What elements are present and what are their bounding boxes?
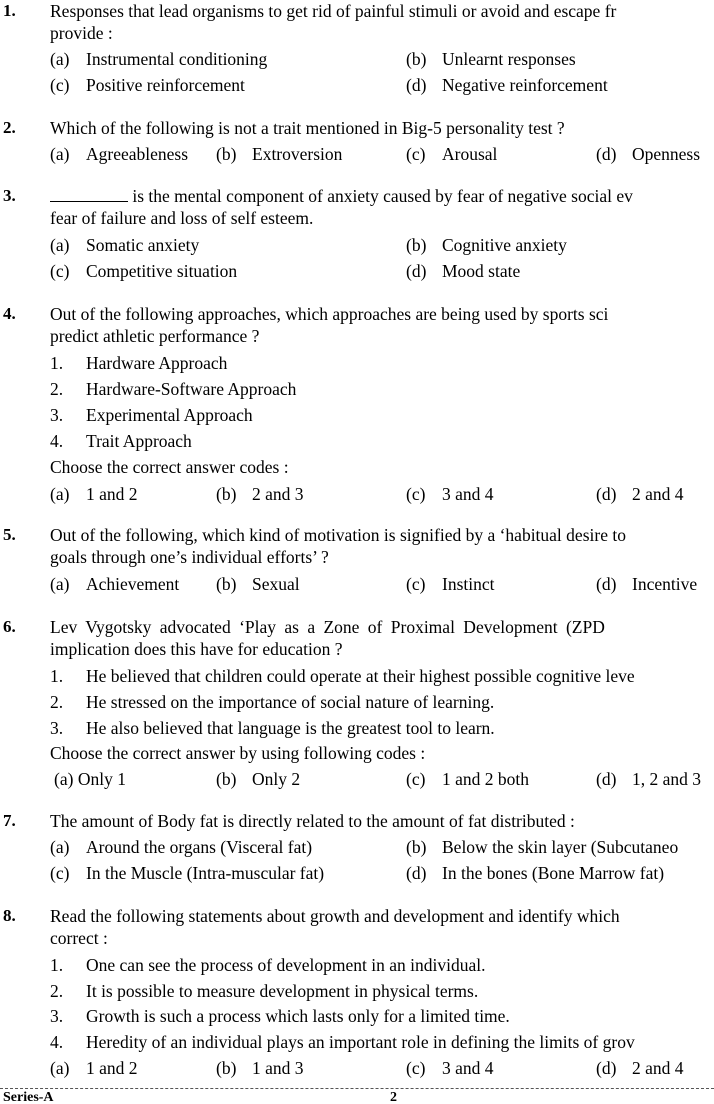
question-text-line: Lev Vygotsky advocated ‘Play as a Zone of Proximal Development (ZPD (50, 617, 605, 637)
option-c: (c) 3 and 4 (406, 1058, 494, 1078)
question-number: 6. (3, 617, 16, 636)
option-a: (a) Around the organs (Visceral fat) (50, 837, 313, 857)
question-text-line: predict athletic performance ? (50, 326, 260, 346)
option-b: (b) Sexual (216, 574, 300, 594)
option-c: (c) 1 and 2 both (406, 769, 530, 789)
statement-3: 3. He also believed that language is the greatest tool to learn. (50, 718, 495, 738)
option-b: (b) Cognitive anxiety (406, 235, 567, 255)
statement-3: 3. Experimental Approach (50, 405, 253, 425)
option-d: (d) Incentive (596, 574, 698, 594)
series-label: Series-A (3, 1090, 54, 1104)
statement-1: 1. He believed that children could operate at their highest possible cognitive leve (50, 666, 635, 686)
question-number: 7. (3, 811, 16, 830)
question-text-line: implication does this have for education ? (50, 639, 343, 659)
option-c: (c) In the Muscle (Intra-muscular fat) (50, 863, 325, 883)
option-c: (c) Instinct (406, 574, 495, 594)
option-c: (c) 3 and 4 (406, 484, 494, 504)
option-a: (a) Achievement (50, 574, 180, 594)
option-a: (a) Instrumental conditioning (50, 49, 268, 69)
option-d: (d) 2 and 4 (596, 484, 684, 504)
question-number: 2. (3, 118, 16, 137)
statement-4: 4. Heredity of an individual plays an important role in defining the limits of grov (50, 1032, 635, 1052)
question-number: 1. (3, 1, 16, 20)
question-text-line: fear of failure and loss of self esteem. (50, 208, 314, 228)
option-a: (a) Only 1 (54, 769, 126, 789)
statement-1: 1. One can see the process of development in an individual. (50, 955, 486, 975)
option-d: (d) Negative reinforcement (406, 75, 608, 95)
question-text-line: Out of the following approaches, which approaches are being used by sports sci (50, 304, 609, 324)
option-b: (b) Below the skin layer (Subcutaneo (406, 837, 679, 857)
question-text-line: provide : (50, 23, 113, 43)
question-text-line: Responses that lead organisms to get rid of painful stimuli or avoid and escape fr (50, 1, 617, 21)
question-text-line: is the mental component of anxiety caused by fear of negative social ev (50, 185, 633, 207)
option-a: (a) Agreeableness (50, 144, 189, 164)
option-c: (c) Positive reinforcement (50, 75, 245, 95)
question-number: 8. (3, 906, 16, 925)
statement-2: 2. It is possible to measure development in physical terms. (50, 981, 479, 1001)
option-d: (d) 2 and 4 (596, 1058, 684, 1078)
footer-divider (0, 1088, 714, 1089)
option-d: (d) Mood state (406, 261, 521, 281)
instruction-text: Choose the correct answer codes : (50, 457, 289, 477)
statement-2: 2. Hardware-Software Approach (50, 379, 297, 399)
statement-3: 3. Growth is such a process which lasts only for a limited time. (50, 1006, 510, 1026)
option-a: (a) 1 and 2 (50, 484, 138, 504)
statement-4: 4. Trait Approach (50, 431, 192, 451)
question-number: 3. (3, 186, 16, 205)
statement-1: 1. Hardware Approach (50, 353, 228, 373)
instruction-text: Choose the correct answer by using following codes : (50, 743, 426, 763)
option-c: (c) Competitive situation (50, 261, 238, 281)
option-b: (b) 1 and 3 (216, 1058, 304, 1078)
question-number: 4. (3, 304, 16, 323)
question-text-line: goals through one’s individual efforts’ ? (50, 547, 329, 567)
option-c: (c) Arousal (406, 144, 498, 164)
option-b: (b) 2 and 3 (216, 484, 304, 504)
option-b: (b) Only 2 (216, 769, 301, 789)
question-text-line: Which of the following is not a trait mentioned in Big-5 personality test ? (50, 118, 565, 138)
question-number: 5. (3, 525, 16, 544)
option-d: (d) Openness (596, 144, 701, 164)
statement-2: 2. He stressed on the importance of social nature of learning. (50, 692, 495, 712)
question-text-line: correct : (50, 928, 108, 948)
option-d: (d) In the bones (Bone Marrow fat) (406, 863, 665, 883)
option-d: (d) 1, 2 and 3 (596, 769, 702, 789)
option-a: (a) Somatic anxiety (50, 235, 200, 255)
page-number: 2 (390, 1090, 397, 1104)
question-text-line: The amount of Body fat is directly related to the amount of fat distributed : (50, 811, 575, 831)
option-b: (b) Unlearnt responses (406, 49, 576, 69)
question-text-line: Read the following statements about growth and development and identify which (50, 906, 620, 926)
question-text-line: Out of the following, which kind of motivation is signified by a ‘habitual desire to (50, 525, 626, 545)
option-b: (b) Extroversion (216, 144, 343, 164)
fill-in-blank (50, 185, 128, 202)
option-a: (a) 1 and 2 (50, 1058, 138, 1078)
